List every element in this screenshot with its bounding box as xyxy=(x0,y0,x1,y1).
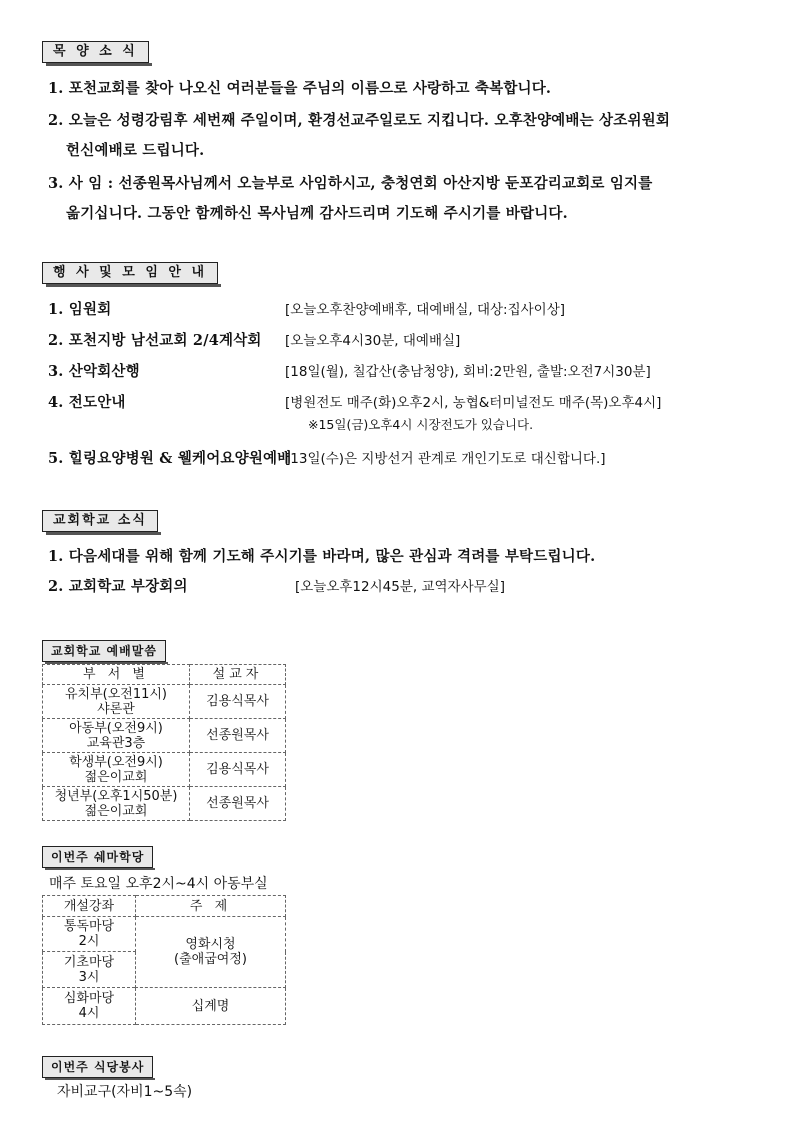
pastoral-item-3: 3. 사 임 : 선종원목사님께서 오늘부로 사임하시고, 충청연회 아산지방 둔포감리교회로 임지를 xyxy=(48,175,653,192)
pastoral-item-2-cont: 헌신예배로 드립니다. xyxy=(66,142,205,159)
course-name: 기초마당 xyxy=(63,954,115,970)
preacher: 선종원목사 xyxy=(190,787,286,821)
table-row xyxy=(43,685,286,719)
pastoral-news-header: 목 양 소 식 xyxy=(42,41,149,63)
event-3-detail: [18일(월), 칠갑산(충남청양), 회비:2만원, 출발:오전7시30분] xyxy=(285,364,651,380)
event-4-detail: [병원전도 매주(화)오후2시, 농협&터미널전도 매주(목)오후4시] xyxy=(285,395,662,411)
school-meeting-detail: [오늘오후12시45분, 교역자사무실] xyxy=(295,579,505,595)
dept-place: 교육관3층 xyxy=(86,735,146,751)
table-row xyxy=(43,719,286,753)
event-3-name: 3. 산악회산행 xyxy=(48,363,140,380)
school-news-header: 교회학교 소식 xyxy=(42,510,158,532)
table-row xyxy=(43,787,286,821)
event-1-name: 1. 임원회 xyxy=(48,301,112,318)
shema-header: 이번주 쉐마학당 xyxy=(42,846,153,868)
topic-line-2: (출애굽여정) xyxy=(174,952,247,967)
event-2-name: 2. 포천지방 남선교회 2/4계삭회 xyxy=(48,332,262,349)
preacher: 선종원목사 xyxy=(190,719,286,753)
event-1-detail: [오늘오후찬양예배후, 대예배실, 대상:집사이상] xyxy=(285,302,566,318)
shema-col-topic: 주 제 xyxy=(136,896,286,917)
event-2-detail: [오늘오후4시30분, 대예배실] xyxy=(285,333,461,349)
pastoral-item-1: 1. 포천교회를 찾아 나오신 여러분들을 주님의 이름으로 사랑하고 축복합니다. xyxy=(48,80,552,97)
dept-place: 젊은이교회 xyxy=(84,769,148,785)
table-row xyxy=(43,988,286,1025)
shema-schedule: 매주 토요일 오후2시~4시 아동부실 xyxy=(49,876,268,892)
course-time: 2시 xyxy=(78,934,100,949)
worship-table xyxy=(42,664,286,821)
meal-service-text: 자비교구(자비1~5속) xyxy=(57,1084,193,1100)
event-5-detail: [13일(수)은 지방선거 관계로 개인기도로 대신합니다.] xyxy=(285,451,606,467)
course-name: 통독마당 xyxy=(63,919,115,934)
dept-name: 아동부(오전9시) xyxy=(69,720,163,736)
pastoral-item-2: 2. 오늘은 성령강림후 세번째 주일이며, 환경선교주일로도 지킵니다. 오후찬양예배는 상조위원회 xyxy=(48,112,671,129)
event-4-note: ※15일(금)오후4시 시장전도가 있습니다. xyxy=(308,417,534,432)
table-row xyxy=(43,753,286,787)
shema-table xyxy=(42,895,286,1025)
dept-name: 청년부(오후1시50분) xyxy=(54,788,178,804)
course-topic: 십계명 xyxy=(136,988,286,1025)
table-row xyxy=(43,917,286,952)
dept-place: 젊은이교회 xyxy=(84,803,148,819)
dept-name: 학생부(오전9시) xyxy=(69,754,163,770)
dept-place: 샤론관 xyxy=(97,701,135,717)
preacher: 김용식목사 xyxy=(190,685,286,719)
course-time: 4시 xyxy=(78,1006,100,1021)
worship-col-dept: 부 서 별 xyxy=(43,665,190,685)
course-name: 심화마당 xyxy=(63,991,115,1006)
worship-header: 교회학교 예배말씀 xyxy=(42,640,166,662)
worship-col-preacher: 설교자 xyxy=(190,665,286,685)
preacher: 김용식목사 xyxy=(190,753,286,787)
course-time: 3시 xyxy=(78,969,100,985)
dept-name: 유치부(오전11시) xyxy=(64,686,168,702)
event-4-name: 4. 전도안내 xyxy=(48,394,126,411)
events-header: 행 사 및 모 임 안 내 xyxy=(42,262,218,284)
school-item-1: 1. 다음세대를 위해 함께 기도해 주시기를 바라며, 많은 관심과 격려를 부탁드립니다. xyxy=(48,548,596,565)
pastoral-item-3-cont: 옮기십니다. 그동안 함께하신 목사님께 감사드리며 기도해 주시기를 바랍니다. xyxy=(66,205,568,222)
school-item-2: 2. 교회학교 부장회의 xyxy=(48,578,188,595)
topic-line-1: 영화시청 xyxy=(185,937,236,952)
event-5-name: 5. 힐링요양병원 & 웰케어요양원예배 xyxy=(48,450,292,467)
shema-col-course: 개설강좌 xyxy=(43,896,136,917)
meal-header: 이번주 식당봉사 xyxy=(42,1056,153,1078)
